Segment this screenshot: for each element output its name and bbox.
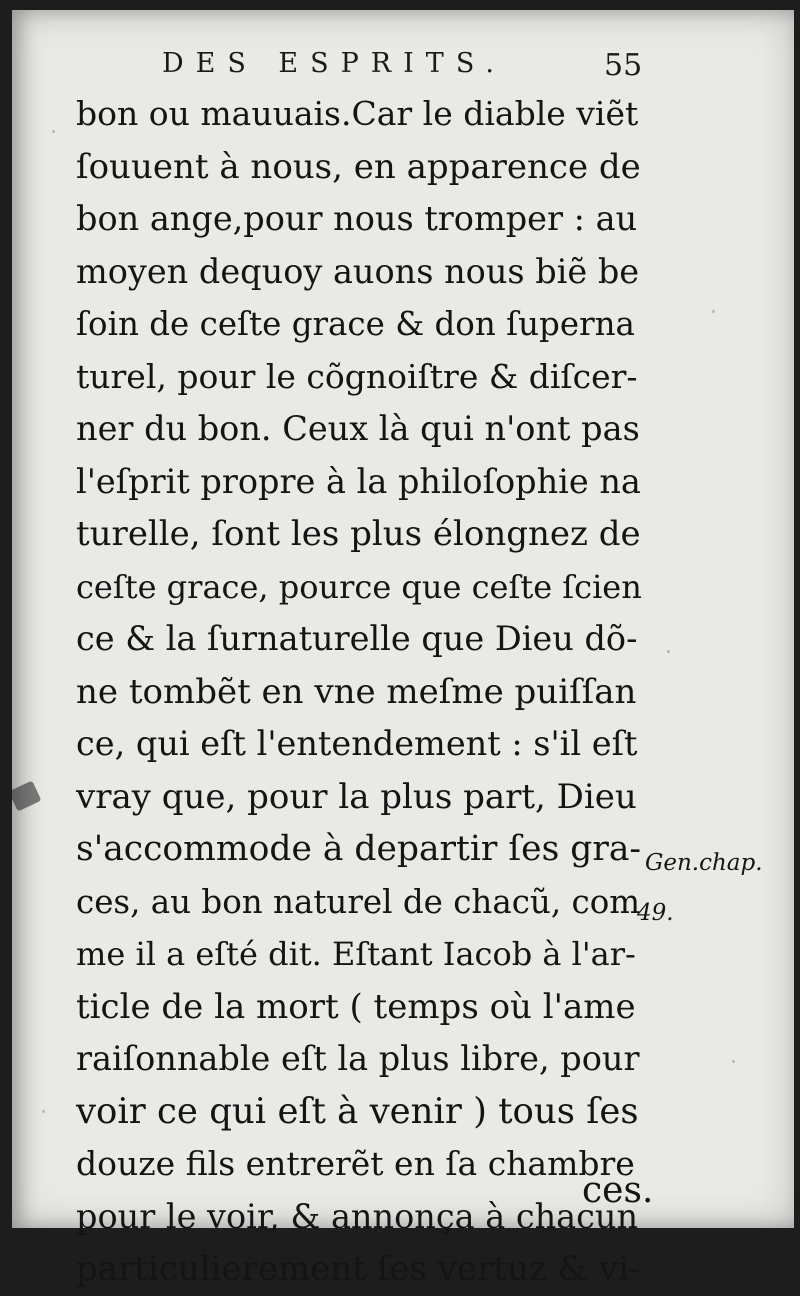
text-line: ne tombẽt en vne meſme puiſſan [76, 671, 637, 712]
text-line: ſoin de ceſte grace & don ſuperna [76, 305, 635, 343]
text-line: ces, au bon naturel de chacũ, com [76, 882, 641, 921]
text-line: ce, qui eſt l'entendement : s'il eſt [76, 724, 638, 763]
paper-speck [42, 1110, 45, 1113]
body-text [76, 88, 642, 1296]
text-line: pour le voir, & annonça à chacun [76, 1196, 639, 1236]
text-line: ticle de la mort ( temps où l'ame [76, 986, 636, 1027]
paper-speck [732, 1060, 735, 1063]
running-title: DES ESPRITS. [162, 48, 506, 79]
text-line: voir ce qui eſt à venir ) tous ſes [76, 1090, 639, 1132]
text-line: bon ou mauuais.Car le diable viẽt [76, 94, 639, 133]
margin-note-reference: Gen.chap. [645, 850, 763, 876]
paper-speck [52, 130, 55, 133]
page-number: 55 [604, 48, 643, 83]
text-line: ner du bon. Ceux là qui n'ont pas [76, 409, 640, 448]
ink-smudge [9, 781, 42, 812]
text-line: s'accommode à departir ſes gra- [76, 829, 642, 869]
text-line: turel, pour le cõgnoiſtre & diſcer- [76, 356, 638, 396]
text-line: raiſonnable eſt la plus libre, pour [76, 1039, 640, 1078]
catchword: ces. [582, 1170, 654, 1211]
paper-speck [712, 310, 715, 313]
text-line: douze fils entrerẽt en ſa chambre [76, 1144, 635, 1183]
margin-note-chapter: 49. [637, 900, 674, 926]
text-line: moyen dequoy auons nous biẽ be [76, 251, 640, 291]
text-line: l'eſprit propre à la philoſophie na [76, 461, 641, 501]
text-line: ce & la ſurnaturelle que Dieu dõ- [76, 619, 638, 658]
text-line: turelle, ſont les plus élongnez de [76, 514, 641, 554]
text-line: ſouuent à nous, en apparence de [76, 146, 641, 187]
text-line: bon ange,pour nous tromper : au [76, 199, 638, 238]
text-line: ceſte grace, pource que ceſte ſcien [76, 567, 642, 606]
text-line: vray que, pour la plus part, Dieu [76, 776, 637, 817]
paper-speck [667, 650, 670, 653]
text-line: me il a eſté dit. Eſtant Iacob à l'ar- [76, 935, 636, 973]
book-page [12, 10, 794, 1289]
text-line: particulierement ſes vertuz & vi- [76, 1249, 641, 1289]
